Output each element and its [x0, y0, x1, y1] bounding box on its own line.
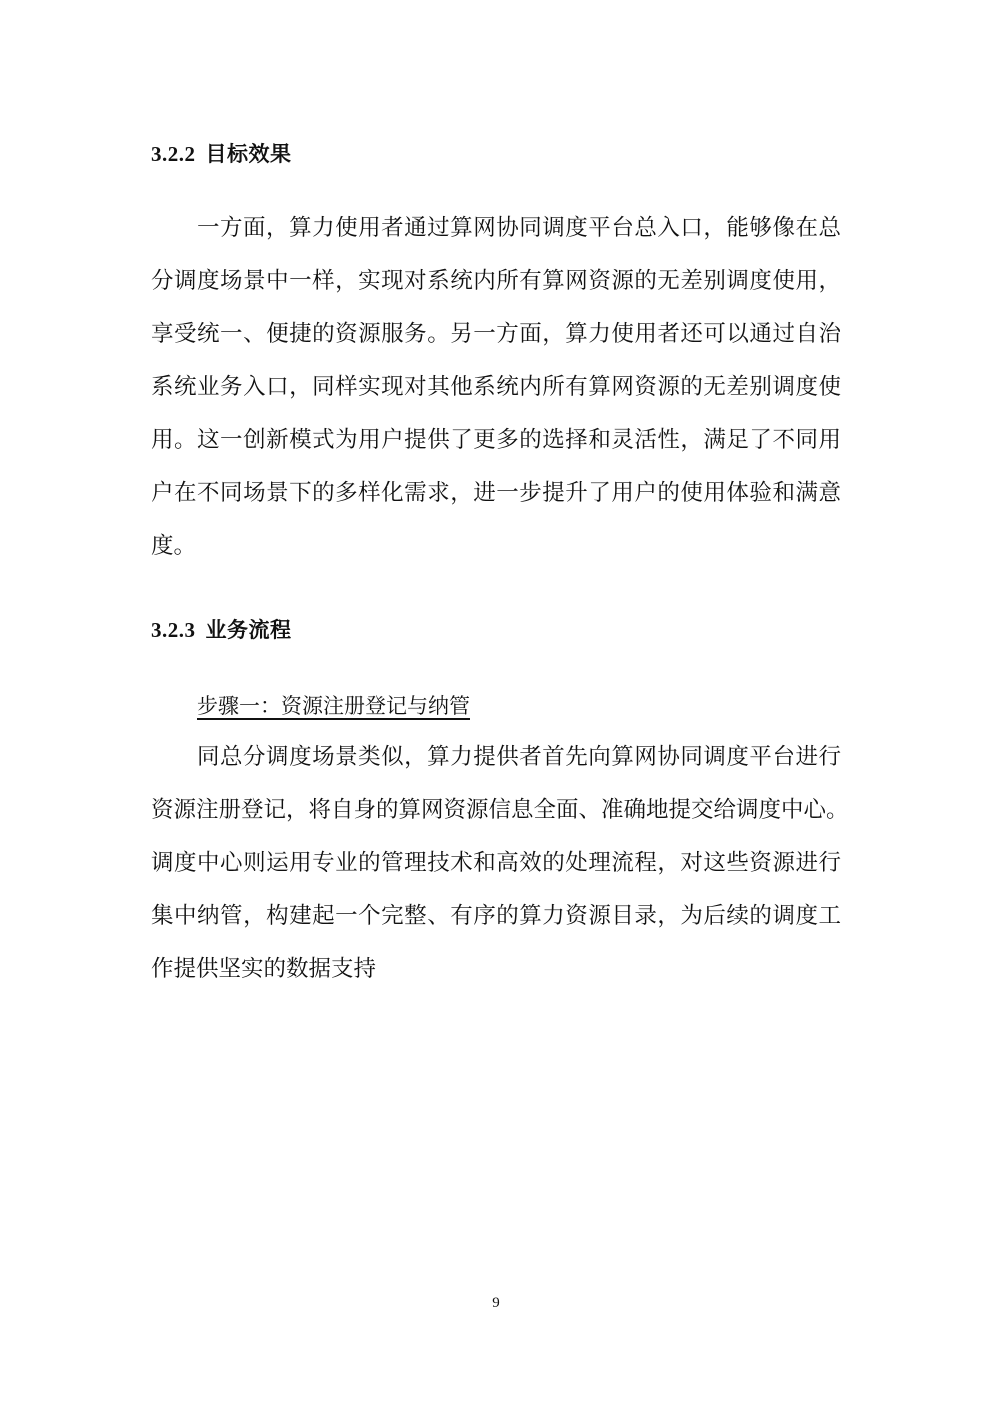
- section-number: 3.2.3: [151, 618, 196, 642]
- paragraph-line: 调度中心则运用专业的管理技术和高效的处理流程，对这些资源进行: [151, 850, 841, 876]
- section-number: 3.2.2: [151, 142, 196, 166]
- section-title: 目标效果: [205, 142, 292, 166]
- paragraph-line: 户在不同场景下的多样化需求，进一步提升了用户的使用体验和满意: [151, 480, 841, 506]
- page-number: 9: [492, 1295, 500, 1311]
- paragraph-target-effect: [151, 202, 841, 573]
- paragraph-line: 享受统一、便捷的资源服务。另一方面，算力使用者还可以通过自治: [151, 321, 841, 347]
- paragraph-line: 一方面，算力使用者通过算网协同调度平台总入口，能够像在总: [197, 215, 841, 241]
- section-heading-3-2-3: [151, 614, 292, 644]
- paragraph-line: 度。: [151, 533, 197, 559]
- section-heading-3-2-2: [151, 138, 292, 168]
- paragraph-step-one: [151, 731, 849, 996]
- paragraph-line: 同总分调度场景类似，算力提供者首先向算网协同调度平台进行: [197, 744, 841, 770]
- step-one-heading: 步骤一：资源注册登记与纳管: [197, 694, 470, 718]
- paragraph-line: 集中纳管，构建起一个完整、有序的算力资源目录，为后续的调度工: [151, 903, 841, 929]
- section-title: 业务流程: [205, 618, 292, 642]
- paragraph-line: 分调度场景中一样，实现对系统内所有算网资源的无差别调度使用，: [151, 268, 841, 294]
- paragraph-line: 系统业务入口，同样实现对其他系统内所有算网资源的无差别调度使: [151, 374, 841, 400]
- paragraph-line: 作提供坚实的数据支持: [151, 956, 377, 982]
- paragraph-line: 用。这一创新模式为用户提供了更多的选择和灵活性，满足了不同用: [151, 427, 841, 453]
- paragraph-line: 资源注册登记，将自身的算网资源信息全面、准确地提交给调度中心。: [151, 797, 849, 823]
